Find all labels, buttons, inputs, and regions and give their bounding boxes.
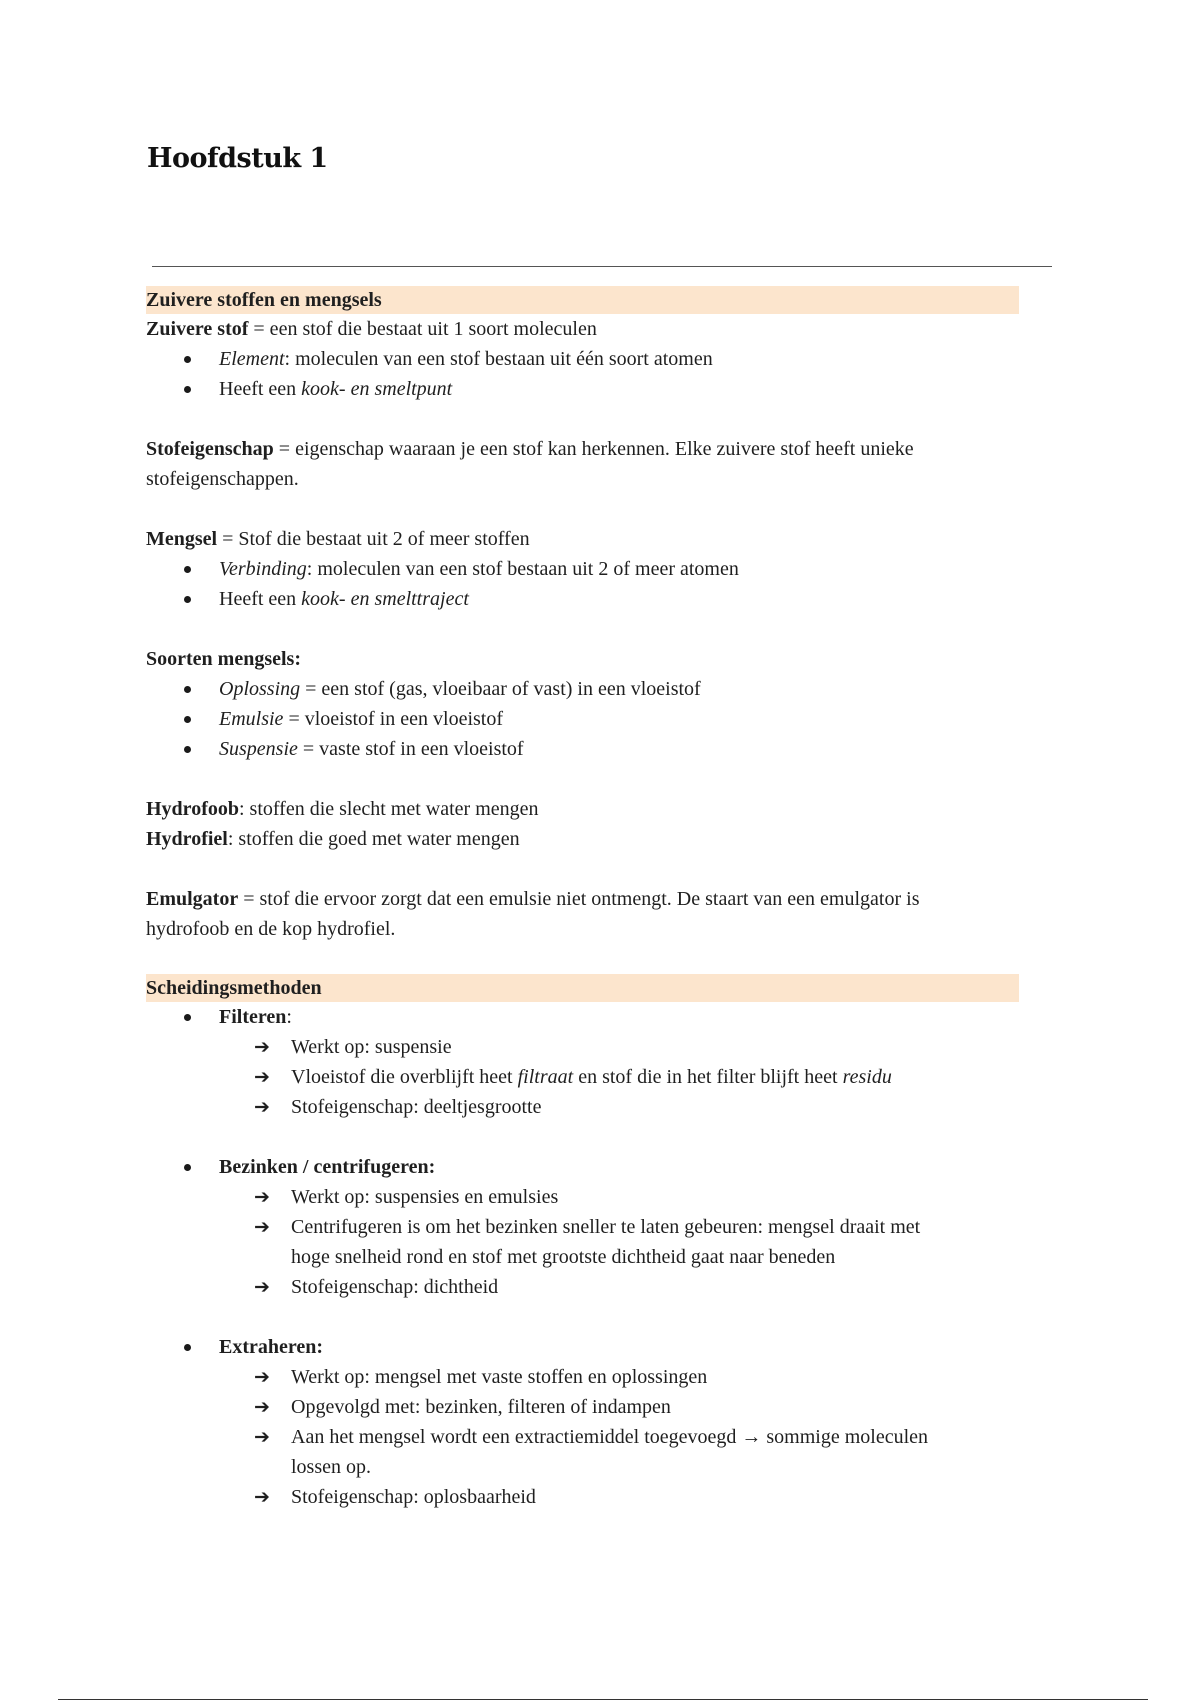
definition: = stof die ervoor zorgt dat een emulsie niet ontmengt. De staart van een emulgator is: [238, 888, 920, 910]
item-text-cont: hoge snelheid rond en stof met grootste dichtheid gaat naar beneden: [291, 1246, 836, 1268]
italic-term: kook- en smeltpunt: [301, 378, 453, 400]
list-item: [146, 344, 1066, 374]
bullet-dot-icon: [184, 386, 191, 393]
spacer: [146, 944, 1066, 974]
item-text: Opgevolgd met: bezinken, filteren of indampen: [291, 1396, 671, 1418]
italic-term: Element: [219, 348, 285, 370]
item-text: = vaste stof in een vloeistof: [297, 738, 524, 760]
method-label: Filteren: [219, 1006, 287, 1028]
method-colon: :: [286, 1006, 292, 1028]
list-item: [146, 734, 1066, 764]
right-arrow-icon: ➔: [254, 1096, 270, 1118]
item-text: : moleculen van een stof bestaan uit één soort atomen: [284, 348, 713, 370]
italic-term: Verbinding: [219, 558, 307, 580]
term: Stofeigenschap: [146, 438, 274, 460]
item-text: : moleculen van een stof bestaan uit 2 of meer atomen: [306, 558, 739, 580]
term: Emulgator: [146, 888, 239, 910]
bezinken-items: [146, 1182, 1066, 1302]
definition: : stoffen die goed met water mengen: [227, 828, 520, 850]
right-arrow-icon: ➔: [254, 1036, 270, 1058]
spacer: [146, 764, 1066, 794]
item-text: Vloeistof die overblijft heet: [291, 1066, 518, 1088]
definition: = eigenschap waaraan je een stof kan herkennen. Elke zuivere stof heeft unieke: [273, 438, 914, 460]
document-body: [146, 286, 1066, 1512]
item-text: Werkt op: suspensie: [291, 1036, 452, 1058]
item-text: Heeft een: [219, 588, 302, 610]
italic-term: kook- en smelttraject: [301, 588, 469, 610]
item-text: = een stof (gas, vloeibaar of vast) in een vloeistof: [300, 678, 701, 700]
emulgator-definition: [146, 884, 1066, 944]
bullet-dot-icon: [184, 716, 191, 723]
item-text: Heeft een: [219, 378, 302, 400]
list-item: [146, 1212, 1066, 1272]
list-item: [146, 1182, 1066, 1212]
right-arrow-icon: ➔: [254, 1426, 270, 1448]
method-label: Bezinken / centrifugeren:: [219, 1156, 436, 1178]
item-text-cont: lossen op.: [291, 1456, 371, 1478]
spacer: [146, 494, 1066, 524]
bullet-dot-icon: [184, 746, 191, 753]
italic-term: Oplossing: [219, 678, 301, 700]
italic-term: filtraat: [517, 1066, 574, 1088]
bullet-dot-icon: [184, 596, 191, 603]
item-text: Stofeigenschap: dichtheid: [291, 1276, 499, 1298]
right-arrow-icon: ➔: [254, 1216, 270, 1238]
item-text: Centrifugeren is om het bezinken sneller te laten gebeuren: mengsel draait met: [291, 1216, 921, 1238]
hydrofiel-definition: [146, 824, 1066, 854]
list-item: [146, 704, 1066, 734]
item-text: en stof die in het filter blijft heet: [573, 1066, 843, 1088]
stofeigenschap-definition: [146, 434, 1066, 494]
list-item: [146, 674, 1066, 704]
list-item: [146, 1092, 1066, 1122]
item-text: Stofeigenschap: deeltjesgrootte: [291, 1096, 542, 1118]
hydrofoob-definition: [146, 794, 1066, 824]
subheading: Soorten mengsels:: [146, 648, 301, 670]
methods-list: [146, 1332, 1066, 1362]
spacer: [146, 854, 1066, 884]
right-arrow-icon: ➔: [254, 1486, 270, 1508]
filteren-items: [146, 1032, 1066, 1122]
list-item: [146, 1362, 1066, 1392]
list-item: [146, 1422, 1066, 1482]
soorten-heading: [146, 644, 1066, 674]
spacer: [146, 1122, 1066, 1152]
term: Hydrofiel: [146, 828, 228, 850]
definition: = een stof die bestaat uit 1 soort moleculen: [248, 318, 597, 340]
soorten-bullets: [146, 674, 1066, 764]
list-item: [146, 554, 1066, 584]
bullet-dot-icon: [184, 1344, 191, 1351]
spacer: [146, 614, 1066, 644]
method-label: Extraheren:: [219, 1336, 324, 1358]
italic-term: Emulsie: [219, 708, 284, 730]
spacer: [146, 404, 1066, 434]
item-text: Aan het mengsel wordt een extractiemiddel toegevoegd → sommige moleculen: [291, 1426, 929, 1448]
definition: = Stof die bestaat uit 2 of meer stoffen: [217, 528, 530, 550]
item-text: = vloeistof in een vloeistof: [283, 708, 504, 730]
page-title: Hoofdstuk 1: [147, 143, 328, 174]
definition-cont: hydrofoob en de kop hydrofiel.: [146, 918, 396, 940]
list-item: [146, 374, 1066, 404]
methods-list: [146, 1152, 1066, 1182]
bullet-dot-icon: [184, 356, 191, 363]
section-heading-zuivere-stoffen: Zuivere stoffen en mengsels: [146, 286, 1019, 314]
zuivere-stof-bullets: [146, 344, 1066, 404]
item-text: Werkt op: mengsel met vaste stoffen en oplossingen: [291, 1366, 708, 1388]
list-item: [146, 1272, 1066, 1302]
bullet-dot-icon: [184, 566, 191, 573]
definition: : stoffen die slecht met water mengen: [238, 798, 539, 820]
method-bezinken: [146, 1152, 1066, 1182]
term: Zuivere stof: [146, 318, 249, 340]
mengsel-bullets: [146, 554, 1066, 614]
bullet-dot-icon: [184, 1164, 191, 1171]
list-item: [146, 1482, 1066, 1512]
item-text: Werkt op: suspensies en emulsies: [291, 1186, 559, 1208]
zuivere-stof-definition: [146, 314, 1066, 344]
bullet-dot-icon: [184, 1014, 191, 1021]
spacer: [146, 1302, 1066, 1332]
right-arrow-icon: ➔: [254, 1396, 270, 1418]
term: Hydrofoob: [146, 798, 239, 820]
right-arrow-icon: ➔: [254, 1186, 270, 1208]
list-item: [146, 1062, 1066, 1092]
right-arrow-icon: ➔: [254, 1066, 270, 1088]
method-extraheren: [146, 1332, 1066, 1362]
list-item: [146, 1392, 1066, 1422]
right-arrow-icon: ➔: [254, 1366, 270, 1388]
italic-term: Suspensie: [219, 738, 298, 760]
term: Mengsel: [146, 528, 218, 550]
title-divider: [152, 266, 1052, 267]
list-item: [146, 1032, 1066, 1062]
item-text: Stofeigenschap: oplosbaarheid: [291, 1486, 536, 1508]
method-filteren: [146, 1002, 1066, 1032]
section-heading-scheidingsmethoden: Scheidingsmethoden: [146, 974, 1019, 1002]
list-item: [146, 584, 1066, 614]
bullet-dot-icon: [184, 686, 191, 693]
extraheren-items: [146, 1362, 1066, 1512]
italic-term: residu: [842, 1066, 892, 1088]
definition-cont: stofeigenschappen.: [146, 468, 299, 490]
right-arrow-icon: ➔: [254, 1276, 270, 1298]
methods-list: [146, 1002, 1066, 1032]
mengsel-definition: [146, 524, 1066, 554]
